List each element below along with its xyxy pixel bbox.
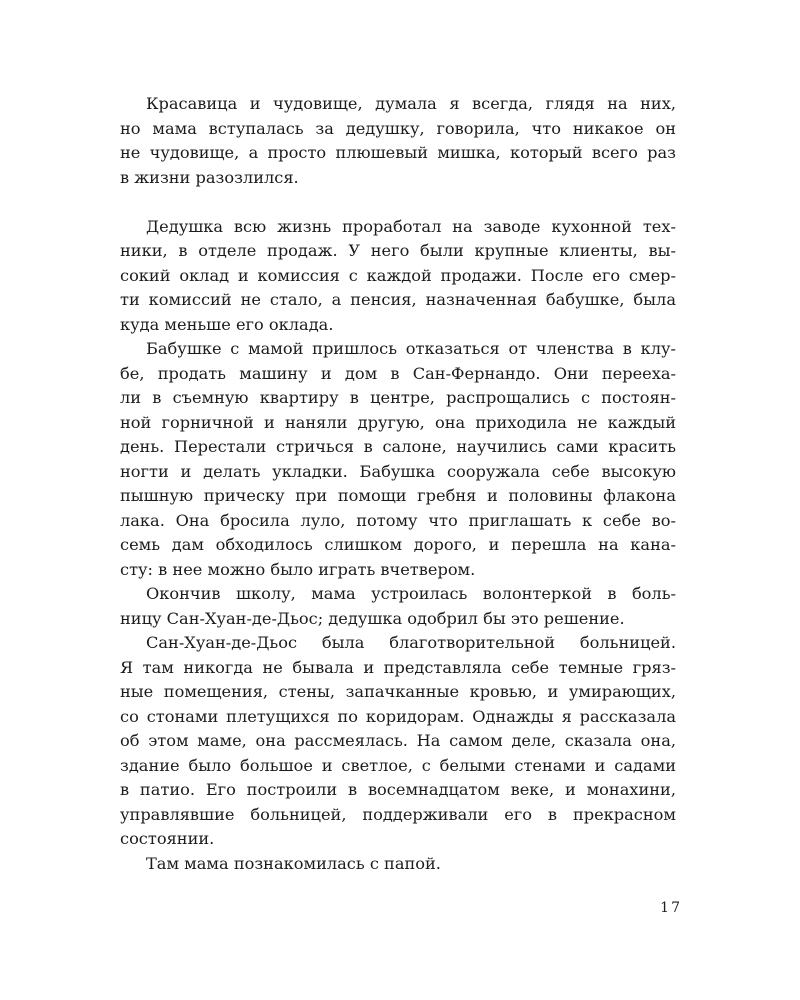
text-line: ники, в отделе продаж. У него были крупные клиенты, вы- <box>120 241 676 260</box>
paragraph-6 <box>120 852 676 877</box>
text-line: семь дам обходилось слишком дорого, и перешла на кана- <box>120 535 676 554</box>
text-line: сокий оклад и комиссия с каждой продажи. После его смер- <box>120 265 676 285</box>
paragraph-2 <box>120 215 676 338</box>
text-line: куда меньше его оклада. <box>120 314 334 334</box>
text-line: Дедушка всю жизнь проработал на заводе кухонной тех- <box>146 216 676 236</box>
text-line: управлявшие больницей, поддерживали его в прекрасном <box>120 804 676 824</box>
text-line: но мама вступалась за дедушку, говорила, что никакое он <box>120 118 676 138</box>
text-line: ницу Сан-Хуан-де-Дьос; дедушка одобрил бы это решение. <box>120 608 625 628</box>
text-line: ной горничной и наняли другую, она приходила не каждый <box>120 412 676 432</box>
text-line: ные помещения, стены, запачканные кровью, и умирающих, <box>120 682 676 701</box>
text-line: состоянии. <box>120 829 215 848</box>
text-line: сту: в нее можно было играть вчетвером. <box>120 559 476 579</box>
paragraph-4 <box>120 582 676 631</box>
text-line: в жизни разозлился. <box>120 167 299 187</box>
text-line: об этом маме, она рассмеялась. На самом деле, сказала она, <box>120 731 676 750</box>
section-break <box>120 190 676 215</box>
text-line: бе, продать машину и дом в Сан-Фернандо. Они переехa- <box>120 363 676 383</box>
book-page-text <box>120 92 676 876</box>
text-line: Там мама познакомилась с папой. <box>146 853 441 873</box>
paragraph-3 <box>120 337 676 582</box>
text-line: день. Перестали стричься в салоне, научились сами красить <box>120 437 676 456</box>
text-line: ли в съемную квартиру в центре, распрощались с постоян- <box>120 388 676 407</box>
text-line: Сан-Хуан-де-Дьос была благотворительной больницей. <box>146 633 676 652</box>
text-line: здание было большое и светлое, с белыми стенами и садами <box>120 755 676 775</box>
text-line: Я там никогда не бывала и представляла себе темные гряз- <box>120 657 676 677</box>
text-line: Окончив школу, мама устроилась волонтеркой в боль- <box>146 584 676 603</box>
text-line: в патио. Его построили в восемнадцатом веке, и монахини, <box>120 780 676 799</box>
text-line: Красавица и чудовище, думала я всегда, глядя на них, <box>146 94 676 113</box>
paragraph-1 <box>120 92 676 190</box>
text-line: лака. Она бросила луло, потому что приглашать к себе во- <box>120 510 676 530</box>
text-line: пышную прическу при помощи гребня и половины флакона <box>120 486 676 505</box>
text-line: не чудовище, а просто плюшевый мишка, который всего раз <box>120 143 676 162</box>
page-number: 17 <box>660 900 682 916</box>
paragraph-5 <box>120 631 676 852</box>
text-line: со стонами плетущихся по коридорам. Однажды я рассказала <box>120 706 676 726</box>
text-line: ногти и делать укладки. Бабушка сооружала себе высокую <box>120 461 676 481</box>
text-line: Бабушке с мамой пришлось отказаться от членства в клу- <box>146 339 676 358</box>
text-line: ти комиссий не стало, а пенсия, назначенная бабушке, была <box>120 290 676 309</box>
